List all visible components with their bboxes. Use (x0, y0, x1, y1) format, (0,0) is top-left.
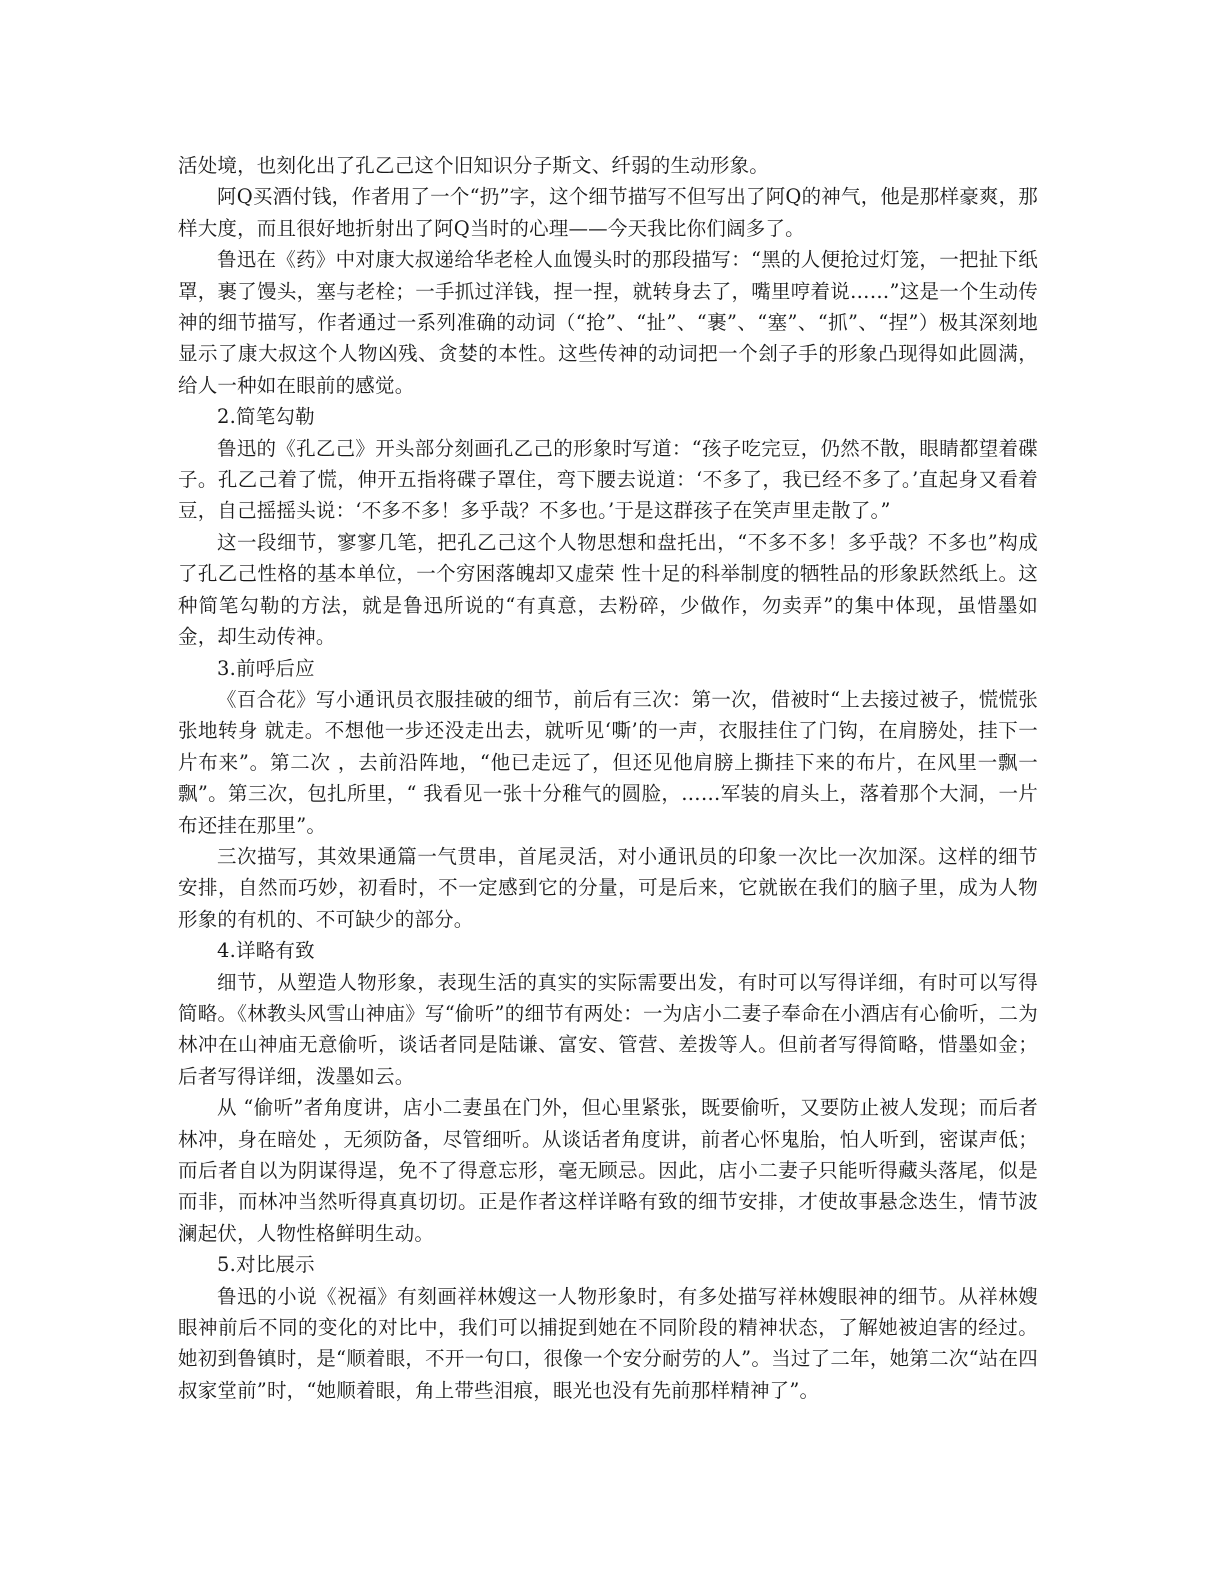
paragraph-medicine: 鲁迅在《药》中对康大叔递给华老栓人血馒头时的那段描写：“黑的人便抢过灯笼，一把扯下纸罩，裹了馒头，塞与老栓；一手抓过洋钱，捏一捏，就转身去了，嘴里哼着说……”这是一个生动传神的细节描写，作者通过一系列准确的动词（“抢”、“扯”、“裹”、“塞”、“抓”、“捏”）极其深刻地显示了康大叔这个人物凶残、贪婪的本性。这些传神的动词把一个刽子手的形象凸现得如此圆满，给人一种如在眼前的感觉。 (178, 248, 1038, 397)
paragraph-lily-quote: 《百合花》写小通讯员衣服挂破的细节，前后有三次：第一次，借被时“上去接过被子，慌慌张张地转身 就走。不想他一步还没走出去，就听见‘嘶’的一声，衣服挂住了门钩，在肩膀处，挂下一片布来”。第二次 ，去前沿阵地，“他已走远了，但还见他肩膀上撕挂下来的布片，在风里一飘一飘”。第三次，包扎所里，“ 我看见一张十分稚气的圆脸，……军装的肩头上，落着那个大洞，一片布还挂在那里”。 (178, 687, 1038, 837)
section-heading-3: 3.前呼后应 (217, 656, 315, 680)
paragraph-ah-q: 阿Q买酒付钱，作者用了一个“扔”字，这个细节描写不但写出了阿Q的神气，他是那样豪爽，那样大度，而且很好地折射出了阿Q当时的心理——今天我比你们阔多了。 (178, 185, 1039, 240)
paragraph-continuation: 活处境，也刻化出了孔乙己这个旧知识分子斯文、纤弱的生动形象。 (178, 154, 770, 177)
paragraph-kong-yiji-analysis: 这一段细节，寥寥几笔，把孔乙己这个人物思想和盘托出，“不多不多！多乎哉？不多也”构成了孔乙己性格的基本单位，一个穷困落魄却又虚荣 性十足的科举制度的牺牲品的形象跃然纸上。这种简笔勾勒的方法，就是鲁迅所说的“有真意，去粉碎，少做作，勿卖弄”的集中体现，虽惜墨如金，却生动传神。 (178, 530, 1038, 649)
section-heading-2: 2.简笔勾勒 (217, 405, 315, 429)
paragraph-lily-analysis: 三次描写，其效果通篇一气贯串，首尾灵活，对小通讯员的印象一次比一次加深。这样的细节安排，自然而巧妙，初看时，不一定感到它的分量，可是后来，它就嵌在我们的脑子里，成为人物形象的有机的、不可缺少的部分。 (178, 844, 1038, 931)
paragraph-lin-chong-intro: 细节，从塑造人物形象，表现生活的真实的实际需要出发，有时可以写得详细，有时可以写得简略。《林教头风雪山神庙》写“偷听”的细节有两处：一为店小二妻子奉命在小酒店有心偷听，二为林冲在山神庙无意偷听，谈话者同是陆谦、富安、管营、差拨等人。但前者写得简略，惜墨如金；后者写得详细，泼墨如云。 (178, 970, 1038, 1088)
paragraph-new-year-sacrifice: 鲁迅的小说《祝福》有刻画祥林嫂这一人物形象时，有多处描写祥林嫂眼神的细节。从祥林嫂眼神前后不同的变化的对比中，我们可以捕捉到她在不同阶段的精神状态，了解她被迫害的经过。她初到鲁镇时，是“顺着眼，不开一句口，很像一个安分耐劳的人”。当过了二年，她第二次“站在四叔家堂前”时，“她顺着眼，角上带些泪痕，眼光也没有先前那样精神了”。 (178, 1284, 1038, 1402)
paragraph-kong-yiji-quote: 鲁迅的《孔乙己》开头部分刻画孔乙己的形象时写道：“孩子吃完豆，仍然不散，眼睛都望着碟子。孔乙己着了慌，伸开五指将碟子罩住，弯下腰去说道：‘不多了，我已经不多了。’直起身又看着豆，自己摇摇头说：‘不多不多！多乎哉？不多也。’于是这群孩子在笑声里走散了。” (178, 436, 1038, 523)
section-heading-4: 4.详略有致 (217, 939, 315, 963)
paragraph-lin-chong-analysis: 从 “偷听”者角度讲，店小二妻虽在门外，但心里紧张，既要偷听，又要防止被人发现；而后者林冲，身在暗处 ，无须防备，尽管细听。从谈话者角度讲，前者心怀鬼胎，怕人听到，密谋声低；而后者自以为阴谋得逞，免不了得意忘形，毫无顾忌。因此，店小二妻子只能听得藏头落尾，似是而非，而林冲当然听得真真切切。正是作者这样详略有致的细节安排，才使故事悬念迭生，情节波澜起伏，人物性格鲜明生动。 (178, 1096, 1038, 1245)
section-heading-5: 5.对比展示 (217, 1253, 315, 1277)
document-body (178, 150, 1038, 1406)
